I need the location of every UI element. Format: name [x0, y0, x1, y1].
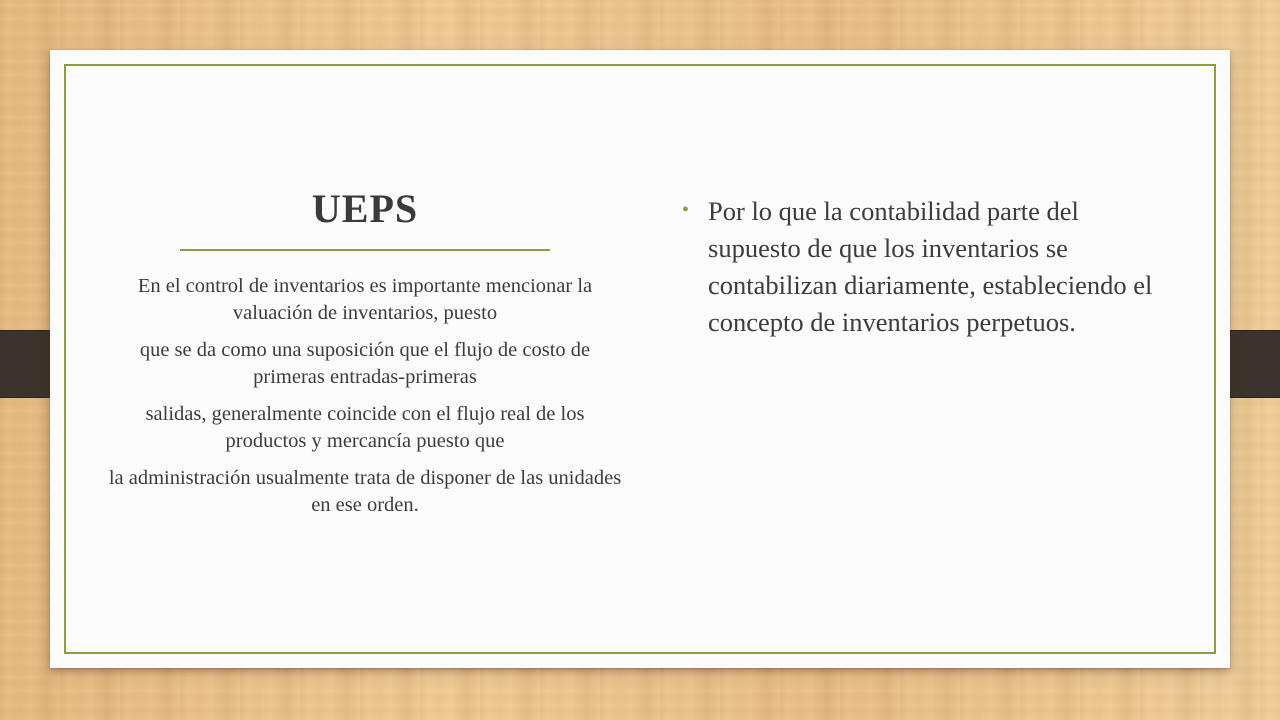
bullet-text: Por lo que la contabilidad parte del supuesto de que los inventarios se contabilizan diariamente, estableciendo el concepto de inventarios perpetuos. [708, 196, 1153, 337]
left-paragraph-3: salidas, generalmente coincide con el flujo real de los productos y mercancía puesto que [145, 403, 585, 452]
bullet-item [678, 193, 1168, 341]
bullet-dot-icon: • [682, 199, 690, 221]
left-paragraph-1: En el control de inventarios es importante mencionar la valuación de inventarios, puesto [137, 275, 593, 324]
left-column [100, 180, 630, 529]
slide-title: UEPS [311, 186, 419, 231]
left-paragraph-2: que se da como una suposición que el flujo de costo de primeras entradas-primeras [139, 339, 591, 388]
right-column [678, 193, 1168, 341]
left-paragraph-4: la administración usualmente trata de disponer de las unidades en ese orden. [108, 467, 622, 516]
title-underline [180, 249, 550, 251]
